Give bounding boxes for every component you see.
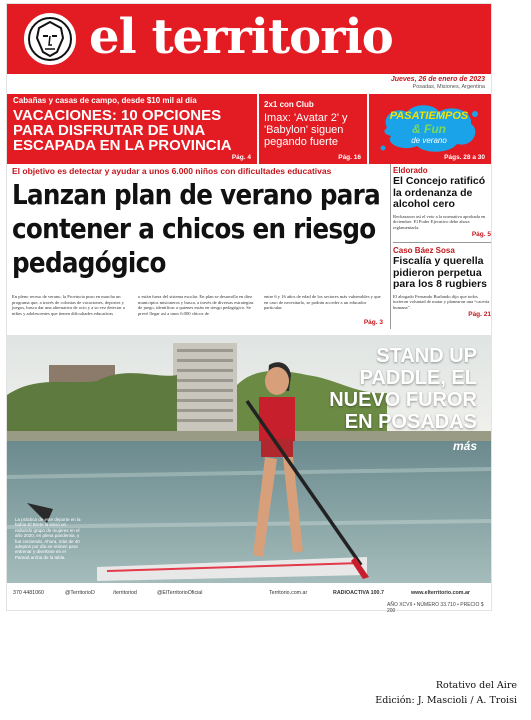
de-verano-word: de verano	[411, 136, 447, 145]
photo-headline-line: STAND UP	[376, 345, 477, 367]
phone-contact[interactable]: 370 4481060	[13, 590, 44, 596]
teaser-imax[interactable]	[259, 94, 367, 164]
teaser-kicker: 2x1 con Club	[264, 100, 314, 109]
teaser-page: Págs. 28 a 30	[444, 154, 485, 161]
web-link[interactable]: www.elterritorio.com.ar	[411, 590, 470, 596]
lead-column: entre 6 y 16 años de edad de los sectores más vulnerables y que en caso de necesitarlo, se podrán acceder a un educador particular.	[264, 294, 381, 311]
lead-story[interactable]	[7, 164, 389, 330]
side-divider	[393, 242, 491, 243]
photo-headline	[329, 345, 477, 433]
edition-info: AÑO XCVII • NÚMERO 33.710 • PRECIO $ 200	[387, 602, 484, 614]
lead-headline: Lanzan plan de verano para contener a chicos en riesgo pedagógico	[12, 178, 381, 279]
cover-photo-paddle[interactable]	[7, 335, 491, 583]
photo-headline-line: NUEVO FUROR	[329, 389, 477, 411]
side-story-baez-sosa[interactable]	[393, 246, 491, 318]
credit-line: Edición: J. Mascioli / A. Troisi	[375, 695, 517, 706]
column-divider	[390, 164, 391, 329]
issue-place: Posadas, Misiones, Argentina	[412, 84, 485, 90]
lead-column: En pleno receso de verano, la Provincia puso en marcha un programa que, a través de colonias de vacaciones, deportes y juegos, busca dar una alternativa de ocio y a su vez detectar a niños y adolescentes que tienen dificultades educativas	[12, 294, 125, 316]
teaser-vacaciones[interactable]	[7, 94, 257, 164]
pasatiempos-logo	[379, 110, 479, 145]
side-page: Pág. 5	[471, 231, 491, 239]
pasatiempos-word: PASATIEMPOS	[389, 110, 469, 122]
side-body: El abogado Fernando Burlando dijo que todos tuvieron voluntad de matar y planearon una “cacería humana”.	[393, 293, 490, 310]
issue-date: Jueves, 26 de enero de 2023	[390, 76, 485, 83]
lead-body	[12, 294, 384, 316]
newspaper-front-page	[7, 4, 491, 614]
teaser-page: Pág. 4	[231, 154, 251, 161]
side-kicker: Eldorado	[393, 166, 428, 175]
image-credits	[375, 678, 517, 708]
teaser-kicker: Cabañas y casas de campo, desde $10 mil al día	[13, 96, 197, 105]
side-body: Rechazaron así el veto a la normativa aprobada en diciembre. El Poder Ejecutivo debe ahora reglamentarla.	[393, 213, 486, 230]
fun-word: & Fun	[412, 122, 446, 136]
side-headline: Fiscalía y querella pidieron perpetua para los 8 rugbiers	[393, 255, 487, 290]
teaser-page: Pág. 16	[338, 154, 361, 161]
side-page: Pág. 21	[468, 311, 491, 319]
side-kicker: Caso Báez Sosa	[393, 246, 455, 255]
lead-page: Pág. 3	[363, 319, 383, 326]
mas-tag: más	[452, 439, 477, 453]
credit-line: Rotativo del Aire	[435, 680, 517, 691]
instagram-link[interactable]: @ElTerritorioOficial	[157, 590, 203, 596]
tv-link[interactable]: Territorio.com.ar	[269, 590, 308, 596]
teaser-headline: Imax: 'Avatar 2' y 'Babylon' siguen pegando fuerte	[264, 112, 348, 148]
side-headline: El Concejo ratificó la ordenanza de alcohol cero	[393, 175, 486, 210]
footer-bar	[7, 587, 491, 601]
teaser-pasatiempos[interactable]	[369, 94, 491, 164]
twitter-link[interactable]: @TerritorioD	[65, 590, 95, 596]
facebook-link[interactable]: /territoriod	[113, 590, 137, 596]
masthead-title: el territorio	[89, 9, 393, 65]
date-bar	[7, 74, 491, 94]
teaser-headline: VACACIONES: 10 OPCIONES PARA DISFRUTAR DE UNA ESCAPADA EN LA PROVINCIA	[13, 107, 232, 154]
radio-link[interactable]: RADIOACTIVA 100.7	[333, 590, 384, 596]
logo-face-icon	[24, 13, 76, 65]
lead-kicker: El objetivo es detectar y ayudar a unos 6.000 niños con dificultades educativas	[12, 166, 332, 176]
lead-column: o están fuera del sistema escolar. En plan se desarrolla en diez municipios misioneros y busca, a través de diversas estrategias de juego, identificar a quienes están en riesgo pedagógico. Se prevé llegar así a unos 6.000 chicos de	[138, 294, 254, 316]
photo-caption: La práctica de este deporte en la bahía El Brete la inició un reducido grupo de mujeres en el año 2020, en plena pandemia, y fue creciendo. Ahora, más de 40 adeptos por día se reúnen para entrenar y divertirse en el Paraná arriba de la tabla.	[15, 517, 81, 560]
photo-headline-line: EN POSADAS	[344, 411, 477, 433]
side-story-eldorado[interactable]	[393, 166, 491, 238]
masthead	[7, 4, 491, 74]
photo-headline-line: PADDLE, EL	[359, 367, 477, 389]
